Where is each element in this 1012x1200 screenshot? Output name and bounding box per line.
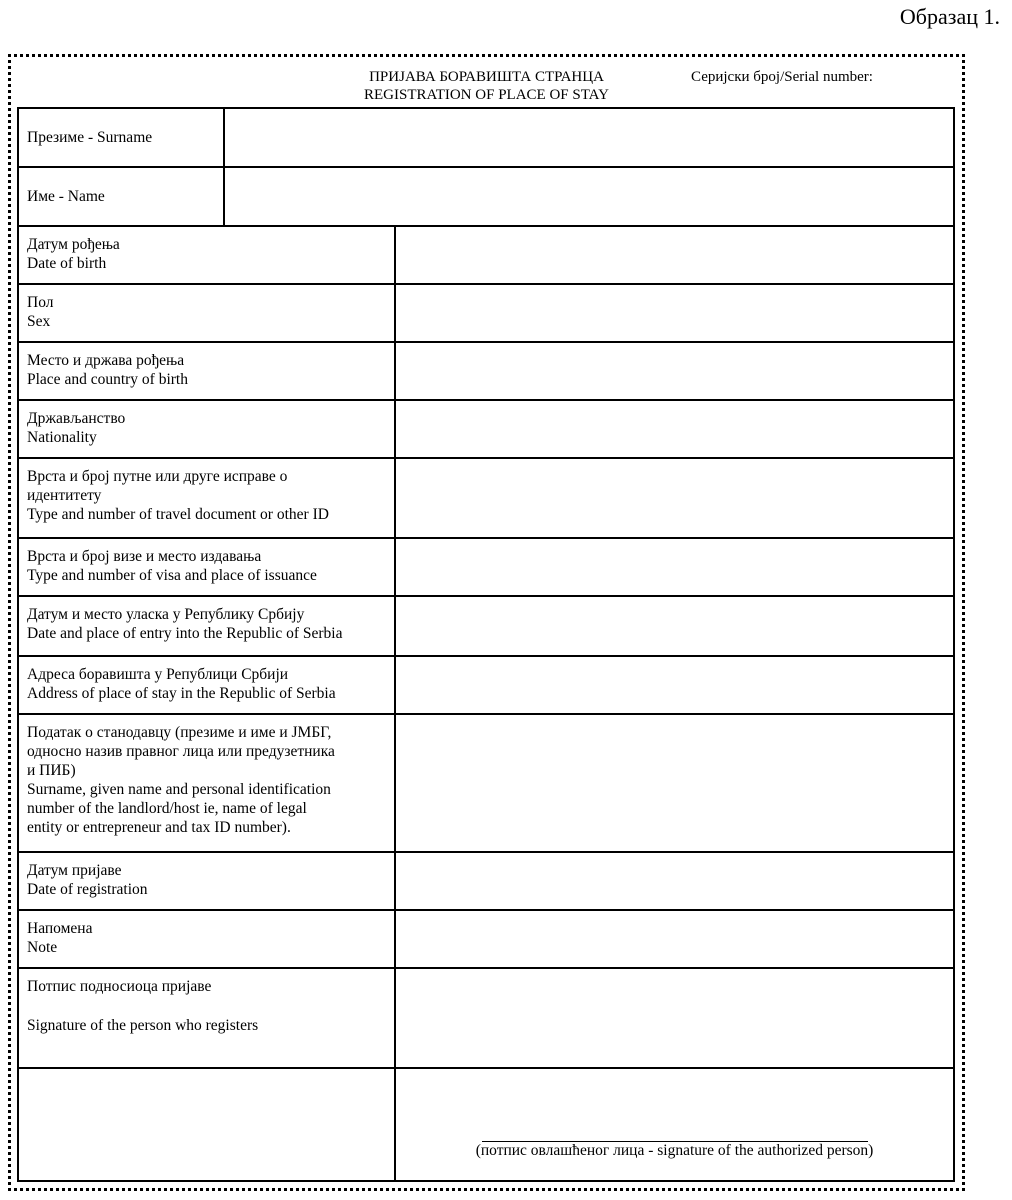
travel-document-label-english: Type and number of travel document or other ID — [27, 506, 329, 523]
landlord-label-english-3: entity or entrepreneur and tax ID number). — [27, 819, 291, 836]
landlord-label-cyrillic-3: и ПИБ) — [27, 762, 76, 779]
landlord-label-english-1: Surname, given name and personal identification — [27, 781, 331, 798]
registration-date-label-english: Date of registration — [27, 881, 148, 898]
note-label — [19, 911, 396, 967]
sex-label-english: Sex — [27, 313, 51, 330]
row-note — [19, 909, 953, 967]
date-of-birth-label-english: Date of birth — [27, 255, 107, 272]
visa-field[interactable] — [396, 539, 953, 595]
row-official-signature — [19, 1067, 953, 1180]
nationality-field[interactable] — [396, 401, 953, 457]
row-date-of-birth — [19, 225, 953, 283]
travel-document-label — [19, 459, 396, 537]
form-header — [18, 66, 955, 106]
row-visa — [19, 537, 953, 595]
label-spacer — [27, 996, 394, 1016]
travel-document-label-cyrillic-1: Врста и број путне или друге исправе о — [27, 468, 288, 485]
row-sex — [19, 283, 953, 341]
landlord-label-cyrillic-2: односно назив правног лица или предузетника — [27, 743, 335, 760]
nationality-label-english: Nationality — [27, 429, 97, 446]
form-title-cyrillic: ПРИЈАВА БОРАВИШТА СТРАНЦА — [369, 69, 604, 85]
registration-date-label — [19, 853, 396, 909]
form-number: Образац 1. — [899, 4, 1000, 29]
sex-label-cyrillic: Пол — [27, 294, 54, 311]
place-of-birth-label — [19, 343, 396, 399]
name-label: Име - Name — [19, 168, 225, 225]
nationality-label-cyrillic: Држављанство — [27, 410, 126, 427]
place-of-birth-label-english: Place and country of birth — [27, 371, 188, 388]
row-entry — [19, 595, 953, 655]
entry-label — [19, 597, 396, 655]
official-signature-field[interactable] — [396, 1069, 953, 1180]
address-label-cyrillic: Адреса боравишта у Републици Србији — [27, 666, 289, 683]
address-label-english: Address of place of stay in the Republic of Serbia — [27, 685, 336, 702]
row-name — [19, 166, 953, 225]
travel-document-field[interactable] — [396, 459, 953, 537]
travel-document-label-cyrillic-2: идентитету — [27, 487, 102, 504]
sex-label — [19, 285, 396, 341]
registration-date-field[interactable] — [396, 853, 953, 909]
applicant-signature-label — [19, 969, 396, 1067]
date-of-birth-label — [19, 227, 396, 283]
sex-field[interactable] — [396, 285, 953, 341]
registration-table — [17, 107, 955, 1182]
surname-label: Презиме - Surname — [19, 109, 225, 166]
entry-label-cyrillic: Датум и место уласка у Републику Србију — [27, 606, 305, 623]
nationality-label — [19, 401, 396, 457]
date-of-birth-label-cyrillic: Датум рођења — [27, 236, 120, 253]
note-label-cyrillic: Напомена — [27, 920, 93, 937]
row-place-of-birth — [19, 341, 953, 399]
form-title-english: REGISTRATION OF PLACE OF STAY — [364, 87, 609, 103]
date-of-birth-field[interactable] — [396, 227, 953, 283]
row-nationality — [19, 399, 953, 457]
landlord-label — [19, 715, 396, 851]
visa-label-cyrillic: Врста и број визе и место издавања — [27, 548, 262, 565]
row-travel-document — [19, 457, 953, 537]
address-field[interactable] — [396, 657, 953, 713]
applicant-signature-label-english: Signature of the person who registers — [27, 1017, 259, 1034]
entry-label-english: Date and place of entry into the Republic of Serbia — [27, 625, 343, 642]
place-of-birth-label-cyrillic: Место и држава рођења — [27, 352, 185, 369]
row-registration-date — [19, 851, 953, 909]
address-label — [19, 657, 396, 713]
landlord-field[interactable] — [396, 715, 953, 851]
applicant-signature-label-cyrillic: Потпис подносиоца пријаве — [27, 978, 212, 995]
authorized-signature-caption: (потпис овлашћеног лица - signature of the authorized person) — [475, 1142, 874, 1159]
row-applicant-signature — [19, 967, 953, 1067]
note-label-english: Note — [27, 939, 58, 956]
registration-date-label-cyrillic: Датум пријаве — [27, 862, 122, 879]
official-empty-cell — [19, 1069, 396, 1180]
landlord-label-english-2: number of the landlord/host ie, name of legal — [27, 800, 307, 817]
landlord-label-cyrillic-1: Податак о станодавцу (презиме и име и ЈМБГ, — [27, 724, 332, 741]
serial-number-label: Серијски број/Serial number: — [691, 69, 873, 85]
surname-field[interactable] — [225, 109, 953, 166]
row-address — [19, 655, 953, 713]
visa-label — [19, 539, 396, 595]
note-field[interactable] — [396, 911, 953, 967]
place-of-birth-field[interactable] — [396, 343, 953, 399]
visa-label-english: Type and number of visa and place of issuance — [27, 567, 317, 584]
row-landlord — [19, 713, 953, 851]
row-surname — [19, 109, 953, 166]
entry-field[interactable] — [396, 597, 953, 655]
name-field[interactable] — [225, 168, 953, 225]
applicant-signature-field[interactable] — [396, 969, 953, 1067]
